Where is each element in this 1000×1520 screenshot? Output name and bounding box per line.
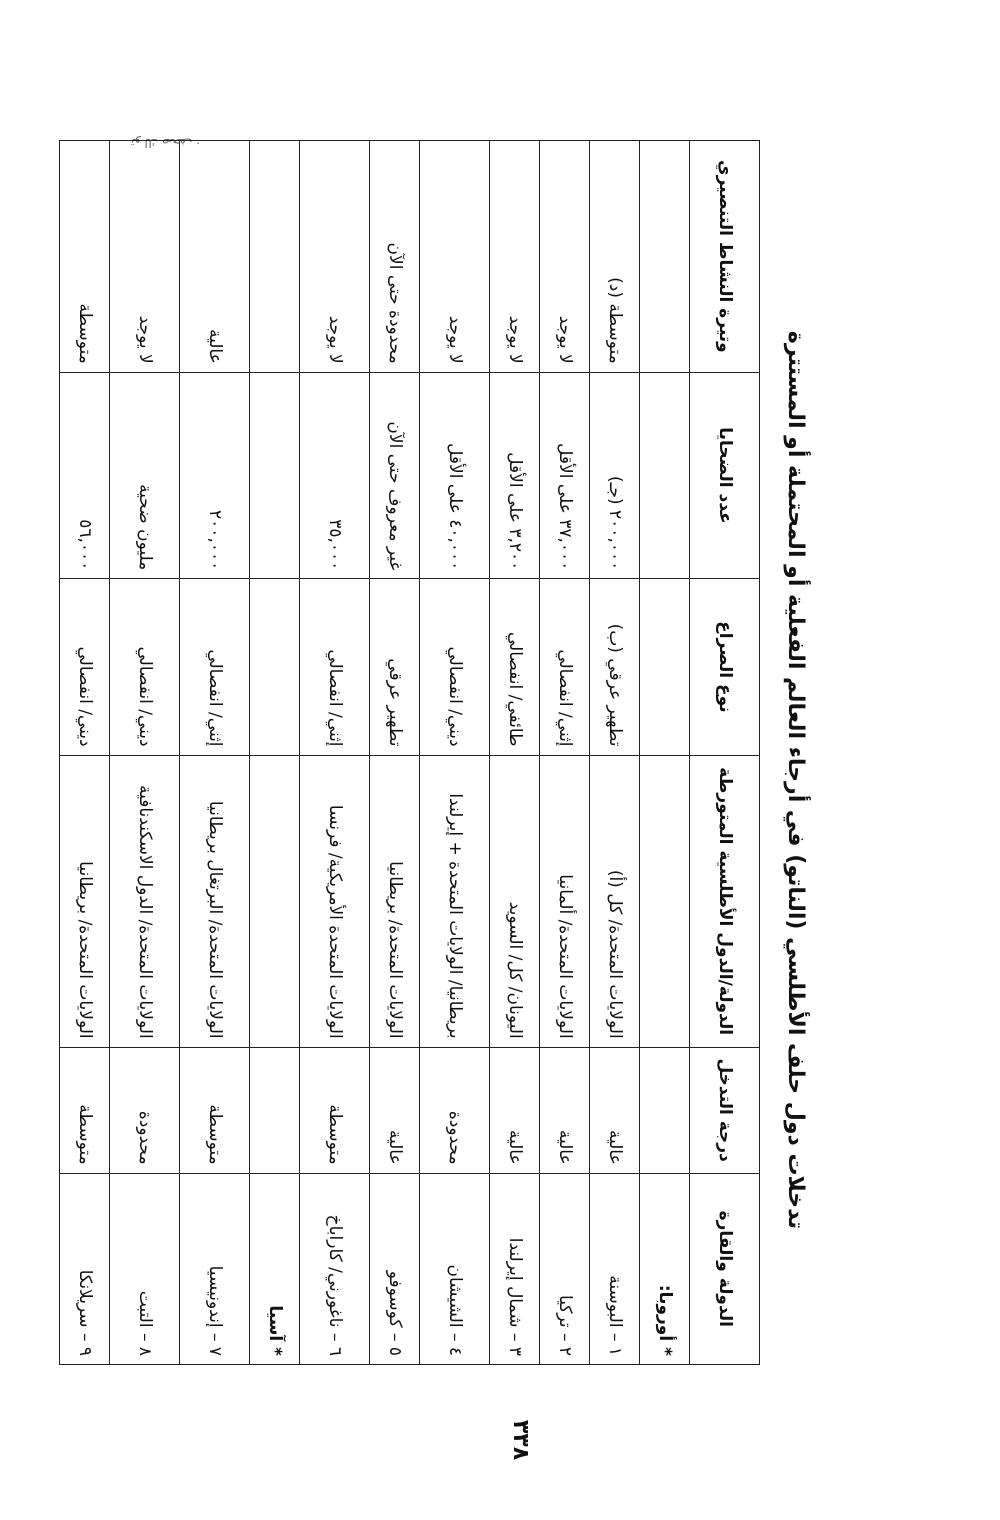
cell-victims: مليون ضحية [110,372,180,579]
empty-cell [640,1047,690,1173]
header-victims: عدد الضحايا [690,372,760,579]
table-row [590,141,640,1365]
header-states: الدولة/الدول الأطلسية المتورطة [690,755,760,1047]
cell-activity: لا يوجد [420,141,490,373]
cell-degree: عالية [590,1047,640,1173]
cell-victims: ٤٠,٠٠٠ على الأقل [420,372,490,579]
cell-conflict: ديني/ انفصالي [420,579,490,755]
page-number: ٣٣٨ [508,1419,533,1461]
cell-country: ١ – البوسنة [590,1173,640,1364]
cell-conflict: تطهير عرقي [370,579,420,755]
table-row [540,141,590,1365]
cell-states: الولايات المتحدة/ ألمانيا [540,755,590,1047]
page-title: تدخلات دول حلف الأطلسي (الناتو) في أرجاء العالم الفعلية أو المحتملة أو المستترة [783,330,808,1230]
cell-victims: غير معروف حتى الآن [370,372,420,579]
cell-degree: متوسطة [300,1047,370,1173]
cell-country: ٤ – الشيشان [420,1173,490,1364]
cell-country: ٢ – تركيا [540,1173,590,1364]
table-row [490,141,540,1365]
cell-conflict: ديني/ انفصالي [110,579,180,755]
cell-degree: عالية [540,1047,590,1173]
interventions-table [59,140,760,1365]
cell-activity: متوسطة [60,141,110,373]
cell-degree: محدودة [420,1047,490,1173]
cell-conflict: طائفي/ انفصالي [490,579,540,755]
cell-conflict: ديني/ انفصالي [60,579,110,755]
cell-states: الولايات المتحدة الأمريكية/ فرنسا [300,755,370,1047]
cell-states: الولايات المتحدة/ بريطانيا [370,755,420,1047]
cell-conflict: تطهير عرقي (ب) [590,579,640,755]
cell-activity: عالية [180,141,250,373]
cell-states: الولايات المتحدة/ بريطانيا [60,755,110,1047]
header-country: الدولة والقارة [690,1173,760,1364]
table-row [370,141,420,1365]
cell-country: ٣ – شمال إيرلندا [490,1173,540,1364]
cell-conflict: إثني/ انفصالي [300,579,370,755]
cell-degree: محدودة [110,1047,180,1173]
section-asia: * آسيا [250,1173,300,1364]
header-activity: وتيرة النشاط التنصيري [690,141,760,373]
table-row [110,141,180,1365]
cell-country: ٧ – إندونيسيا [180,1173,250,1364]
cell-states: الولايات المتحدة/ البرتغال بريطانيا [180,755,250,1047]
cell-victims: ٣٥,٠٠٠ [300,372,370,579]
empty-cell [640,372,690,579]
header-degree: درجة التدخل [690,1047,760,1173]
cell-victims: ٣٧,٠٠٠ على الأقل [540,372,590,579]
table-row [420,141,490,1365]
table-row [60,141,110,1365]
cell-activity: متوسطة (د) [590,141,640,373]
empty-cell [250,579,300,755]
cell-victims: ٥٦,٠٠٠ [60,372,110,579]
empty-cell [250,141,300,373]
cell-states: الولايات المتحدة/ كل (أ) [590,755,640,1047]
header-conflict: نوع الصراع [690,579,760,755]
empty-cell [640,579,690,755]
cell-states: بريطانيا/ الولايات المتحدة + إيرلندا [420,755,490,1047]
cell-degree: متوسطة [60,1047,110,1173]
cell-activity: لا يوجد [300,141,370,373]
running-header: · تو لك صحف [131,136,200,150]
cell-degree: عالية [370,1047,420,1173]
empty-cell [250,755,300,1047]
cell-states: الولايات المتحدة/ الدول الاسكندنافية [110,755,180,1047]
cell-conflict: إثني/ انفصالي [540,579,590,755]
cell-activity: محدودة حتى الآن [370,141,420,373]
cell-country: ٥ – كوسوفو [370,1173,420,1364]
empty-cell [250,1047,300,1173]
cell-victims: ٢٠٠,٠٠٠ (جـ) [590,372,640,579]
empty-cell [250,372,300,579]
cell-victims: ٣,٢٠٠ على الأقل [490,372,540,579]
section-row-europe [640,141,690,1365]
table-header-row [690,141,760,1365]
cell-activity: لا يوجد [110,141,180,373]
cell-conflict: إثني/ انفصالي [180,579,250,755]
cell-victims: ٢٠٠,٠٠٠ [180,372,250,579]
section-europe: * أوروبا: [640,1173,690,1364]
cell-degree: عالية [490,1047,540,1173]
cell-activity: لا يوجد [540,141,590,373]
cell-degree: متوسطة [180,1047,250,1173]
section-row-asia [250,141,300,1365]
empty-cell [640,755,690,1047]
cell-country: ٨ – التبت [110,1173,180,1364]
empty-cell [640,141,690,373]
cell-country: ٦ – ناغورني/ كاراباخ [300,1173,370,1364]
table-row [180,141,250,1365]
cell-activity: لا يوجد [490,141,540,373]
cell-country: ٩ – سريلانكا [60,1173,110,1364]
table-row [300,141,370,1365]
cell-states: اليونان/ كل/ السويد [490,755,540,1047]
